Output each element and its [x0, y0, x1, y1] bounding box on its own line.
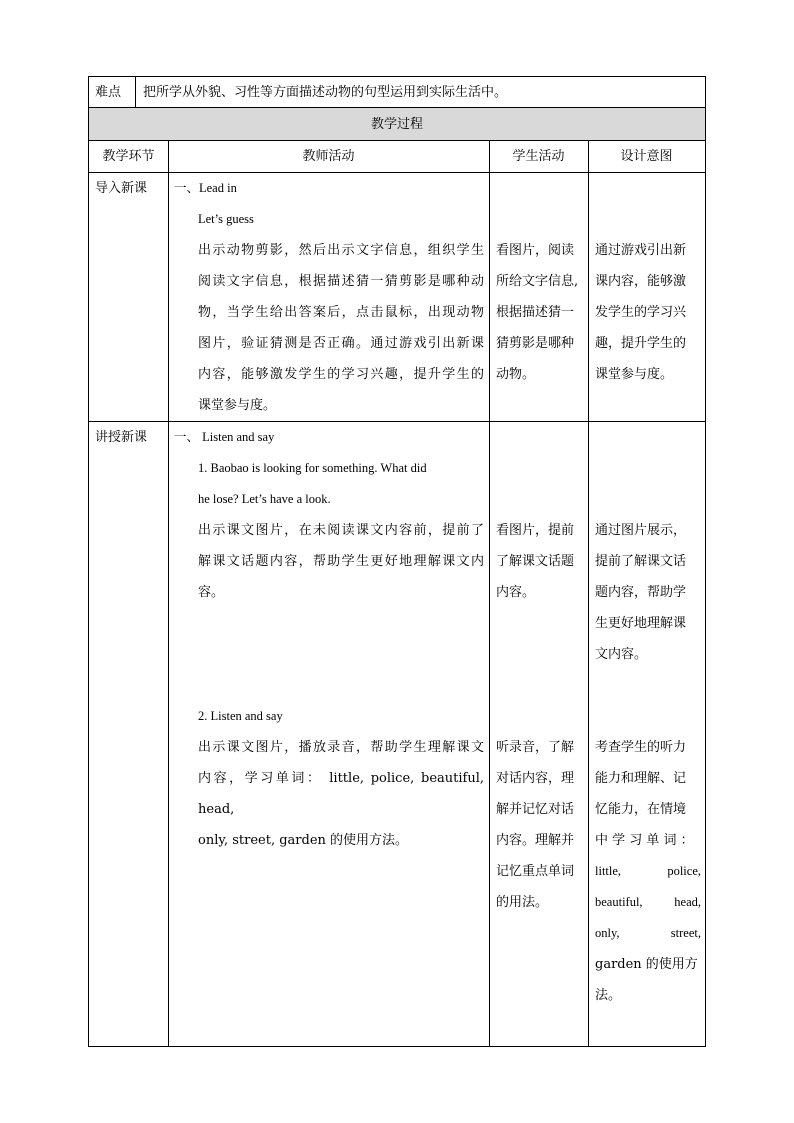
item2-desc: 出示课文图片，播放录音，帮助学生理解课文	[198, 740, 484, 755]
item2-desc: 内容，学习单词： little, police, beautiful, head,	[198, 771, 484, 817]
lead-in-line: 课堂参与度。	[198, 398, 277, 413]
student-lead-in	[496, 235, 584, 390]
intent-line: beautiful, head,	[595, 895, 701, 909]
intent-line: 通过图片展示，	[595, 523, 687, 538]
intent-item2	[595, 732, 701, 1011]
header-row	[89, 141, 705, 173]
header-teacher: 教师活动	[302, 149, 355, 164]
lead-in-line: 出示动物剪影，然后出示文字信息，组织学生	[198, 243, 484, 258]
lead-in-line: 图片，验证猜测是否正确。通过游戏引出新课	[198, 336, 484, 351]
process-title-row	[89, 108, 705, 141]
column-divider	[168, 141, 169, 1046]
intent-line: 中 学 习 单 词 ：	[595, 833, 694, 848]
lead-in-sub: Let’s guess	[198, 212, 254, 226]
header-stage: 教学环节	[102, 149, 155, 164]
student-line: 看图片，提前	[496, 523, 575, 538]
item1-desc: 出示课文图片，在未阅读课文内容前，提前了	[198, 523, 484, 538]
column-divider	[489, 141, 490, 1046]
student-line: 内容。	[496, 585, 536, 600]
lead-in-line: 内容，能够激发学生的学习兴趣，提升学生的	[198, 367, 484, 382]
lesson-plan-table	[88, 76, 706, 1047]
intent-line: 通过游戏引出新	[595, 243, 687, 258]
intent-line: 考查学生的听力	[595, 740, 687, 755]
item2-heading: 2. Listen and say	[198, 709, 283, 723]
student-line: 看图片，阅读	[496, 243, 575, 258]
column-divider	[588, 141, 589, 1046]
difficulty-label: 难点	[95, 85, 122, 100]
intent-line: only, street,	[595, 926, 701, 940]
intent-lead-in	[595, 235, 701, 390]
stage-lead-in: 导入新课	[95, 181, 148, 196]
intent-line: 生更好地理解课	[595, 616, 687, 631]
new-lesson-heading: 一、 Listen and say	[174, 430, 275, 444]
process-title: 教学过程	[370, 117, 423, 132]
student-line: 了解课文话题	[496, 554, 575, 569]
intent-line: 课堂参与度。	[595, 367, 674, 382]
intent-line: 能力和理解、记	[595, 771, 687, 786]
new-lesson-row	[89, 422, 705, 1046]
student-item1	[496, 515, 584, 608]
intent-line: 忆能力，在情境	[595, 802, 687, 817]
intent-line: garden 的使用方	[595, 957, 698, 972]
student-line: 解并记忆对话	[496, 802, 575, 817]
student-line: 所给文字信息,	[496, 274, 579, 289]
lead-in-line: 阅读文字信息，根据描述猜一猜剪影是哪种动	[198, 274, 484, 289]
header-intent: 设计意图	[620, 149, 673, 164]
intent-line: 发学生的学习兴	[595, 305, 687, 320]
intent-line: 文内容。	[595, 647, 648, 662]
teacher-new-lesson	[174, 422, 484, 856]
intent-line: 提前了解课文话	[595, 554, 687, 569]
lead-in-line: 物，当学生给出答案后，点击鼠标，出现动物	[198, 305, 484, 320]
teacher-lead-in	[174, 173, 484, 421]
lead-in-heading: 一、Lead in	[174, 181, 237, 195]
student-line: 根据描述猜一	[496, 305, 575, 320]
student-line: 猜剪影是哪种	[496, 336, 575, 351]
item1-line: 1. Baobao is looking for something. What did	[198, 461, 427, 475]
intent-line: 法。	[595, 988, 622, 1003]
item2-desc: only, street, garden 的使用方法。	[198, 833, 409, 848]
item1-desc: 容。	[198, 585, 225, 600]
intent-line: little, police,	[595, 864, 701, 878]
student-line: 对话内容，理	[496, 771, 575, 786]
difficulty-text: 把所学从外貌、习性等方面描述动物的句型运用到实际生活中。	[143, 85, 508, 100]
student-line: 动物。	[496, 367, 536, 382]
student-line: 内容。理解并	[496, 833, 575, 848]
student-line: 听录音，了解	[496, 740, 575, 755]
header-student: 学生活动	[512, 149, 565, 164]
student-line: 记忆重点单词	[496, 864, 575, 879]
difficulty-row	[89, 77, 705, 108]
item1-line: he lose? Let’s have a look.	[198, 492, 331, 506]
intent-line: 课内容，能够激	[595, 274, 687, 289]
item1-desc: 解课文话题内容，帮助学生更好地理解课文内	[198, 554, 484, 569]
student-item2	[496, 732, 584, 918]
intent-line: 题内容，帮助学	[595, 585, 687, 600]
intent-line: 趣，提升学生的	[595, 336, 687, 351]
lead-in-row	[89, 173, 705, 422]
stage-new-lesson: 讲授新课	[95, 430, 148, 445]
intent-item1	[595, 515, 701, 670]
student-line: 的用法。	[496, 895, 549, 910]
